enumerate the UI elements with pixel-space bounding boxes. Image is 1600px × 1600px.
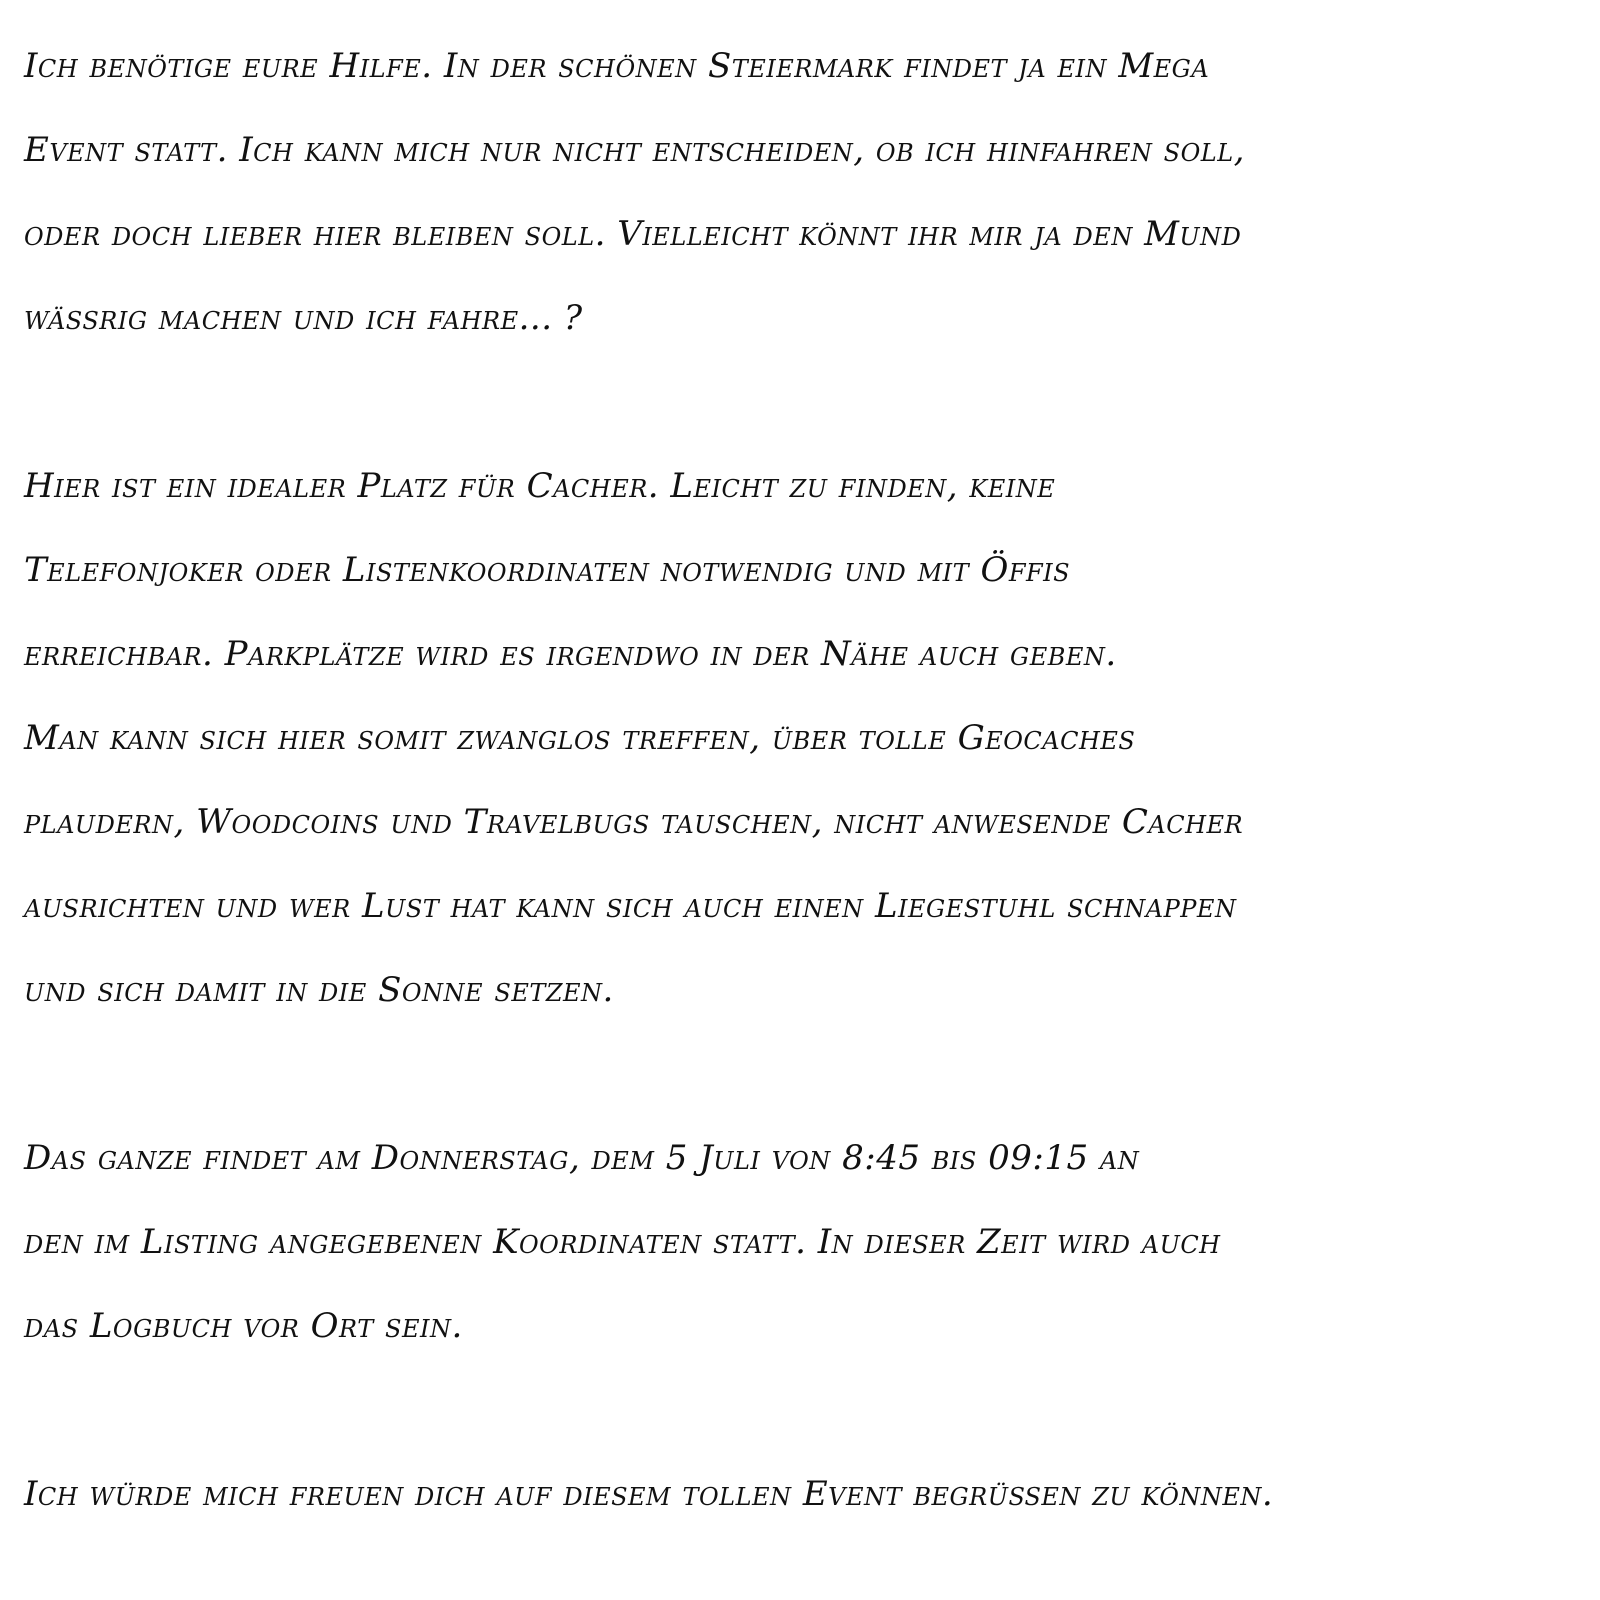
paragraph-spacer: [24, 360, 1574, 444]
document-page: [24, 24, 1574, 1584]
paragraph-help-request: Ich benötige eure Hilfe. In der schönen Steiermark findet ja ein Mega Event statt. Ich kann mich nur nicht entscheiden, ob ich hinfahren soll, oder doch lieber hier bleiben soll. Vielleicht könnt ihr mir ja den Mund wässrig machen und ich fahre... ?: [24, 46, 1245, 338]
paragraph-closing: Ich würde mich freuen dich auf diesem tollen Event begrüßen zu können.: [24, 1474, 1274, 1514]
paragraph-spacer: [24, 1032, 1574, 1116]
paragraph-location-description: Hier ist ein idealer Platz für Cacher. Leicht zu finden, keine Telefonjoker oder Listenkoordinaten notwendig und mit Öffis erreichbar. Parkplätze wird es irgendwo in der Nähe auch geben. Man kann sich hier somit zwanglos treffen, über tolle Geocaches plaudern, Woodcoins und Travelbugs tauschen, nicht anwesende Cacher ausrichten und wer Lust hat kann sich auch einen Liegestuhl schnappen und sich damit in die Sonne setzen.: [24, 466, 1244, 1010]
paragraph-spacer: [24, 1368, 1574, 1452]
paragraph-event-time: Das ganze findet am Donnerstag, dem 5 Juli von 8:45 bis 09:15 an den im Listing angegebenen Koordinaten statt. In dieser Zeit wird auch das Logbuch vor Ort sein.: [24, 1138, 1221, 1346]
